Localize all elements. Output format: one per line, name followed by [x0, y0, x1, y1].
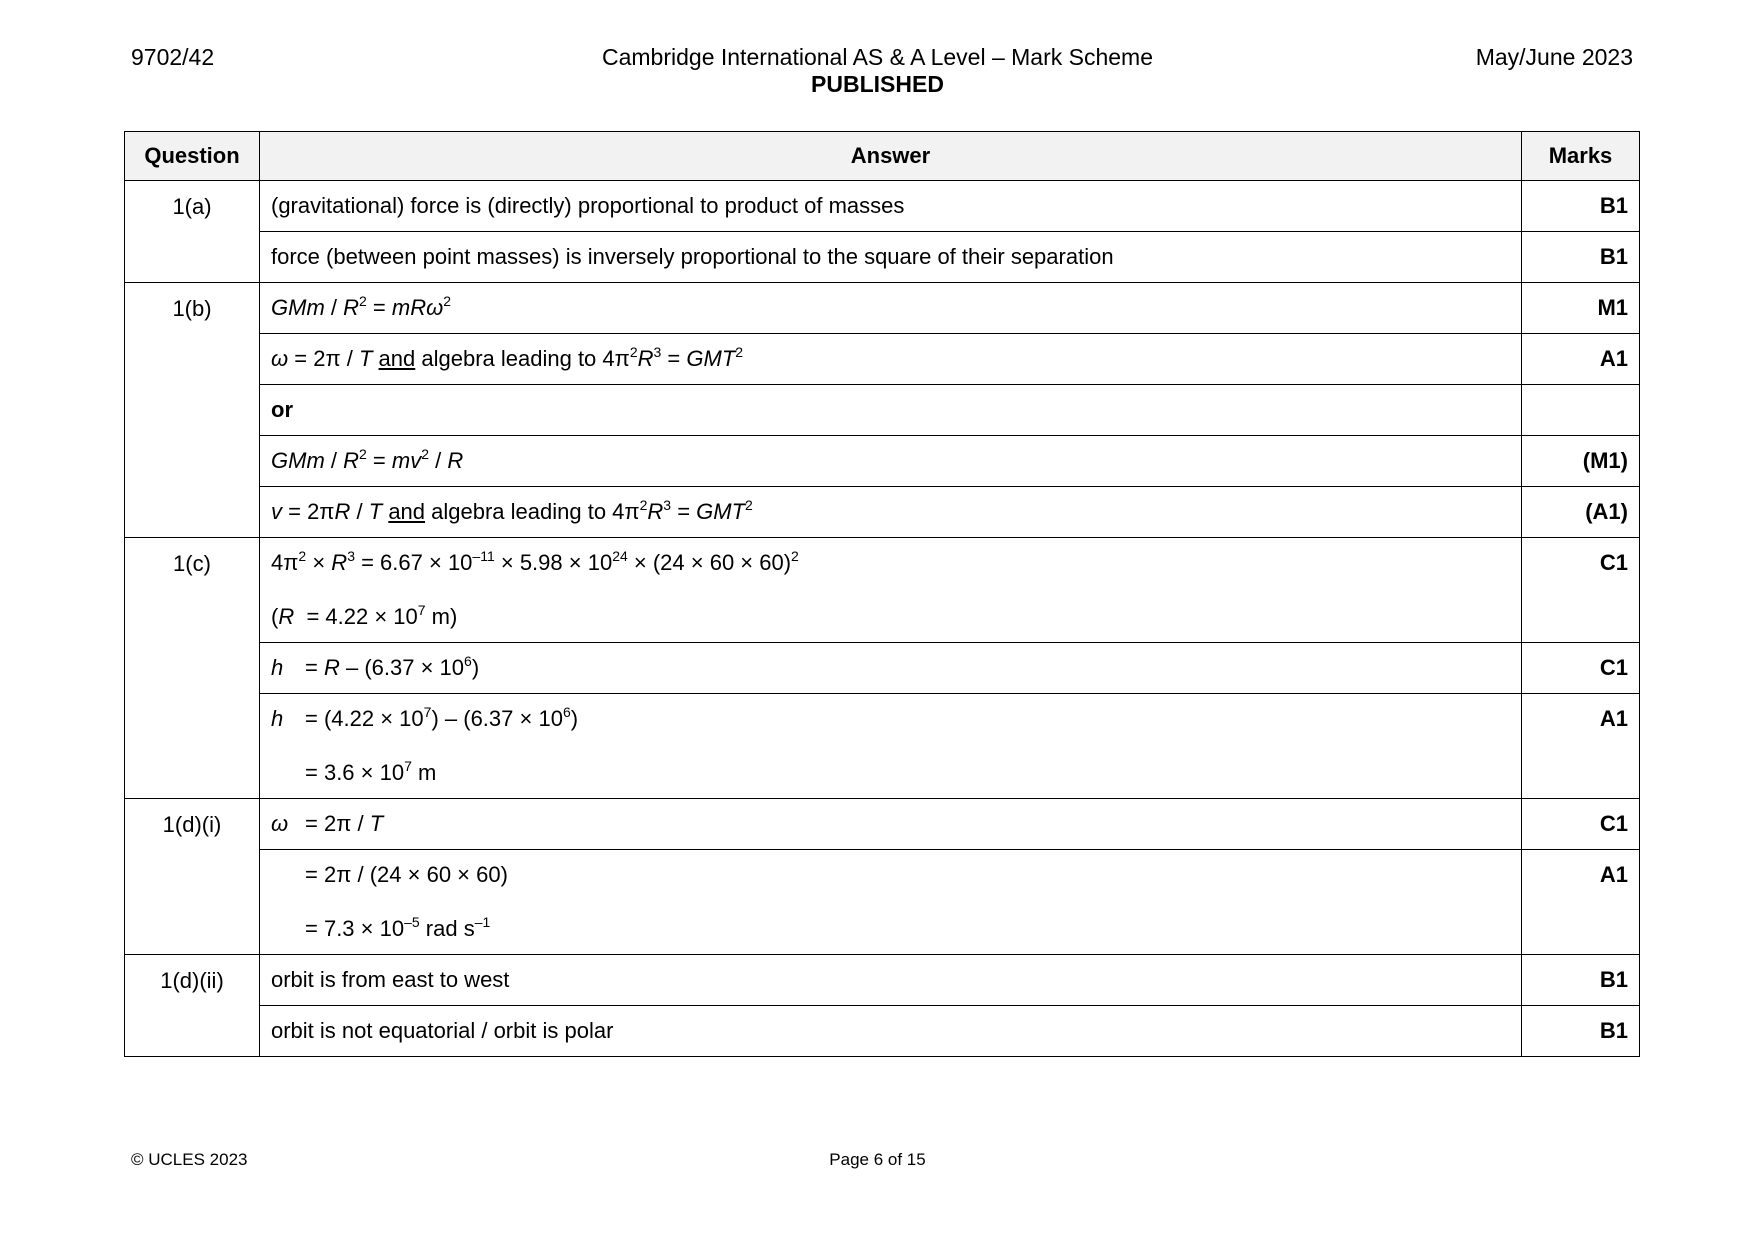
mark-cell: M1 — [1522, 283, 1640, 334]
answer-cell: GMm / $R^2 = mR\omega^2$ — [260, 283, 1522, 334]
mark-cell: A1 — [1522, 334, 1640, 385]
mark-cell: C1 — [1522, 643, 1640, 694]
table-row — [125, 181, 1640, 232]
mark-cell — [1522, 385, 1640, 436]
question-header: Question — [125, 132, 260, 181]
table-row — [125, 232, 1640, 283]
table-header-row — [125, 132, 1640, 181]
mark-cell: (A1) — [1522, 487, 1640, 538]
answer-cell: GMm / $R^2 = mv^2 / R$ — [260, 436, 1522, 487]
table-row — [125, 694, 1640, 799]
question-number: 1(a) — [125, 181, 260, 283]
mark-cell: B1 — [1522, 232, 1640, 283]
mark-cell: C1 — [1522, 538, 1640, 643]
answer-header: Answer — [260, 132, 1522, 181]
answer-cell: ω = 2π / T — [260, 799, 1522, 850]
question-number: 1(b) — [125, 283, 260, 538]
table-row — [125, 436, 1640, 487]
published-label: PUBLISHED — [811, 71, 944, 97]
table-row — [125, 538, 1640, 643]
copyright: © UCLES 2023 — [131, 1150, 248, 1169]
answer-cell: orbit is from east to west — [260, 955, 1522, 1006]
table-row — [125, 955, 1640, 1006]
answer-cell: force (between point masses) is inversely proportional to the square of their separation — [260, 232, 1522, 283]
mark-cell: C1 — [1522, 799, 1640, 850]
table-row — [125, 1006, 1640, 1057]
mark-cell: A1 — [1522, 694, 1640, 799]
answer-cell: orbit is not equatorial / orbit is polar — [260, 1006, 1522, 1057]
table-row — [125, 850, 1640, 955]
mark-cell: (M1) — [1522, 436, 1640, 487]
table-row — [125, 487, 1640, 538]
question-number: 1(d)(ii) — [125, 955, 260, 1057]
answer-cell: $h = (4.22 \times 10^7) - (6.37 \times 10^6)$ = $3.6 \times 10^7$ m — [260, 694, 1522, 799]
answer-cell: v = 2πR / T and algebra leading to $4\pi^2R^3 = GMT^2$ — [260, 487, 1522, 538]
question-number: 1(c) — [125, 538, 260, 799]
paper-code: 9702/42 — [131, 44, 215, 70]
mark-cell: B1 — [1522, 181, 1640, 232]
table-row — [125, 799, 1640, 850]
mark-cell: B1 — [1522, 955, 1640, 1006]
answer-cell: $h = R - (6.37 \times 10^6)$ — [260, 643, 1522, 694]
mark-scheme-table — [124, 131, 1640, 1057]
question-number: 1(d)(i) — [125, 799, 260, 955]
session-label: May/June 2023 — [1475, 44, 1633, 70]
table-row — [125, 283, 1640, 334]
answer-cell: (gravitational) force is (directly) proportional to product of masses — [260, 181, 1522, 232]
marks-header: Marks — [1522, 132, 1640, 181]
mark-cell: B1 — [1522, 1006, 1640, 1057]
title-text: Cambridge International AS & A Level – Mark Scheme — [601, 44, 1154, 70]
table-row — [125, 334, 1640, 385]
mark-cell: A1 — [1522, 850, 1640, 955]
answer-cell: $4\pi^2 \times R^3 = 6.67 \times 10^{-11} \times 5.98 \times 10^{24} \times (24 \times 60 \times 60)^2$ ($R = 4.22 \times 10^7$ m) — [260, 538, 1522, 643]
or-label: or — [260, 385, 1522, 436]
page-number: Page 6 of 15 — [829, 1150, 926, 1169]
answer-cell: = 2π / (24 × 60 × 60) = $7.3 \times 10^{-5}$ rad $s^{-1}$ — [260, 850, 1522, 955]
table-row — [125, 385, 1640, 436]
table-row — [125, 643, 1640, 694]
answer-cell: ω = 2π / T and algebra leading to $4\pi^2R^3 = GMT^2$ — [260, 334, 1522, 385]
